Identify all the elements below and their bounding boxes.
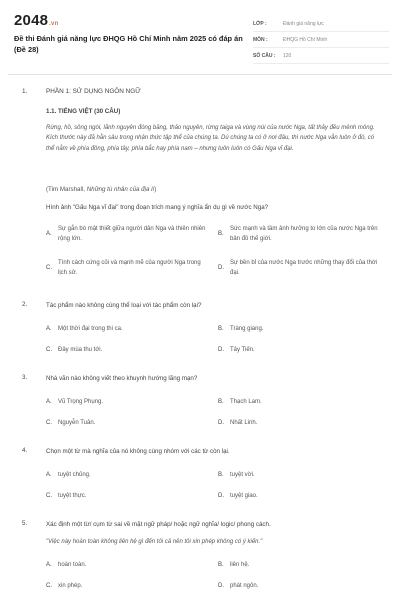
answer-option[interactable] [218, 324, 383, 334]
option-text: tuyệt thực. [58, 493, 87, 499]
answer-option[interactable] [218, 418, 383, 428]
logo-tld: .vn [49, 21, 59, 27]
question-stem: Nhà văn nào không viết theo khuynh hướng lãng mạn? [46, 375, 198, 382]
option-text: Nguyễn Tuân. [58, 420, 96, 426]
option-text: Sự bền bỉ của nước Nga trước những thay đổi của thời đại. [230, 260, 378, 276]
answer-option[interactable] [218, 491, 383, 501]
option-text: Nhất Linh. [230, 420, 258, 426]
option-text: Vũ Trọng Phụng. [58, 399, 104, 405]
meta-value: 120 [283, 52, 292, 59]
question-number: 3. [22, 374, 28, 381]
source-suffix: ) [154, 186, 157, 193]
option-text: tuyệt vời. [230, 472, 255, 478]
option-letter: C. [46, 347, 52, 353]
meta-key: SỐ CÂU : [253, 52, 276, 59]
answer-option[interactable] [46, 397, 206, 407]
option-text: phát ngôn. [230, 583, 259, 589]
option-text: Đây mùa thu tới. [58, 347, 103, 353]
option-letter: C. [46, 265, 52, 271]
answer-option[interactable] [46, 491, 206, 501]
answer-option[interactable] [218, 560, 383, 570]
option-text: Sự gắn bó mật thiết giữa người dân Nga và thiên nhiên rộng lớn. [58, 226, 206, 242]
question-number: 2. [22, 301, 28, 308]
option-letter: D. [218, 420, 224, 426]
option-letter: B. [218, 231, 224, 237]
exam-page [8, 8, 392, 600]
answer-option[interactable] [46, 418, 206, 428]
exam-title: Đề thi Đánh giá năng lực ĐHQG Hồ Chí Minh năm 2025 có đáp án (Đề 28) [14, 34, 243, 54]
option-letter: A. [46, 399, 52, 405]
answer-option[interactable] [46, 470, 206, 480]
option-letter: B. [218, 399, 224, 405]
option-text: tuyệt giao. [230, 493, 258, 499]
option-text: Một thời đại trong thi ca. [58, 326, 123, 332]
option-text: tuyệt chủng. [58, 472, 91, 478]
passage-source [46, 186, 156, 193]
option-text: liên hệ. [230, 562, 250, 568]
question-quote: "Việc này hoàn toàn không liên hệ gì đến tôi cả nên tôi xin phép không có ý kiến." [46, 539, 263, 545]
option-letter: D. [218, 493, 224, 499]
section-heading: 1.1. TIẾNG VIỆT (30 CÂU) [46, 108, 121, 115]
meta-row-class [253, 16, 389, 32]
answer-option[interactable] [218, 258, 383, 278]
option-text: Sức mạnh và tầm ảnh hưởng to lớn của nước Nga trên bản đồ thế giới. [230, 226, 378, 242]
meta-key: LỚP : [253, 20, 267, 27]
answer-option[interactable] [46, 581, 206, 591]
meta-value: Đánh giá năng lực [283, 20, 324, 27]
answer-option[interactable] [218, 397, 383, 407]
option-letter: C. [46, 420, 52, 426]
answer-option[interactable] [218, 581, 383, 591]
option-letter: B. [218, 562, 224, 568]
option-text: Tây Tiến. [230, 347, 255, 353]
meta-row-count [253, 48, 389, 64]
option-letter: D. [218, 347, 224, 353]
option-text: Tràng giang. [230, 326, 264, 332]
answer-option[interactable] [46, 560, 206, 570]
reading-passage: Rừng, hồ, sông ngòi, lãnh nguyên đóng băng, thảo nguyên, rừng taiga và vùng núi của nước Nga, tất thảy đều mênh mông. Kích thước này đã hằn sâu trong nhận thức tập thể của chúng ta. Dù chúng ta có ở nơi đâu, thì nước Nga vẫn luôn ở đó, có thể nằm về phía đông, phía tây, phía bắc hay phía nam – nhưng luôn luôn có Gấu Nga vĩ đại. [46, 125, 375, 152]
answer-option[interactable] [218, 345, 383, 355]
option-letter: C. [46, 493, 52, 499]
answer-option[interactable] [46, 258, 206, 278]
exam-meta-table [253, 16, 389, 64]
option-letter: D. [218, 583, 224, 589]
question-number: 5. [22, 520, 28, 527]
meta-value: ĐHQG Hồ Chí Minh [283, 36, 328, 43]
option-letter: A. [46, 326, 52, 332]
answer-option[interactable] [46, 324, 206, 334]
part-heading [22, 88, 141, 95]
site-logo[interactable] [14, 12, 58, 29]
option-letter: A. [46, 472, 52, 478]
question-number: 4. [22, 447, 28, 454]
option-text: Thạch Lam. [230, 399, 262, 405]
logo-main: 2048 [14, 12, 49, 29]
answer-option[interactable] [218, 224, 383, 244]
answer-option[interactable] [46, 224, 206, 244]
option-letter: A. [46, 562, 52, 568]
option-text: xin phép. [58, 583, 83, 589]
option-letter: C. [46, 583, 52, 589]
question-stem: Chọn một từ mà nghĩa của nó không cùng nhóm với các từ còn lại. [46, 448, 230, 455]
answer-option[interactable] [218, 470, 383, 480]
option-letter: A. [46, 231, 52, 237]
option-text: Tính cách cứng cỏi và mạnh mẽ của người Nga trong lịch sử. [58, 260, 201, 276]
meta-key: MÔN : [253, 36, 268, 43]
option-text: hoàn toàn. [58, 562, 87, 568]
question-stem: Hình ảnh "Gấu Nga vĩ đại" trong đoạn trích mang ý nghĩa ẩn dụ gì về nước Nga? [46, 204, 269, 211]
option-letter: B. [218, 326, 224, 332]
header-divider [8, 74, 392, 75]
question-stem: Tác phẩm nào không cùng thể loại với tác phẩm còn lại? [46, 302, 202, 309]
part-title: PHẦN 1: SỬ DỤNG NGÔN NGỮ [46, 88, 141, 95]
source-book: Những tù nhân của địa lí [86, 186, 155, 193]
option-letter: B. [218, 472, 224, 478]
source-prefix: (Tim Marshall, [46, 186, 87, 193]
page-header [8, 8, 392, 68]
answer-option[interactable] [46, 345, 206, 355]
meta-row-subject [253, 32, 389, 48]
question-stem: Xác định một từ/ cụm từ sai về mặt ngữ pháp/ hoặc ngữ nghĩa/ logic/ phong cách. [46, 521, 271, 528]
option-letter: D. [218, 265, 224, 271]
part-number: 1. [22, 88, 28, 95]
